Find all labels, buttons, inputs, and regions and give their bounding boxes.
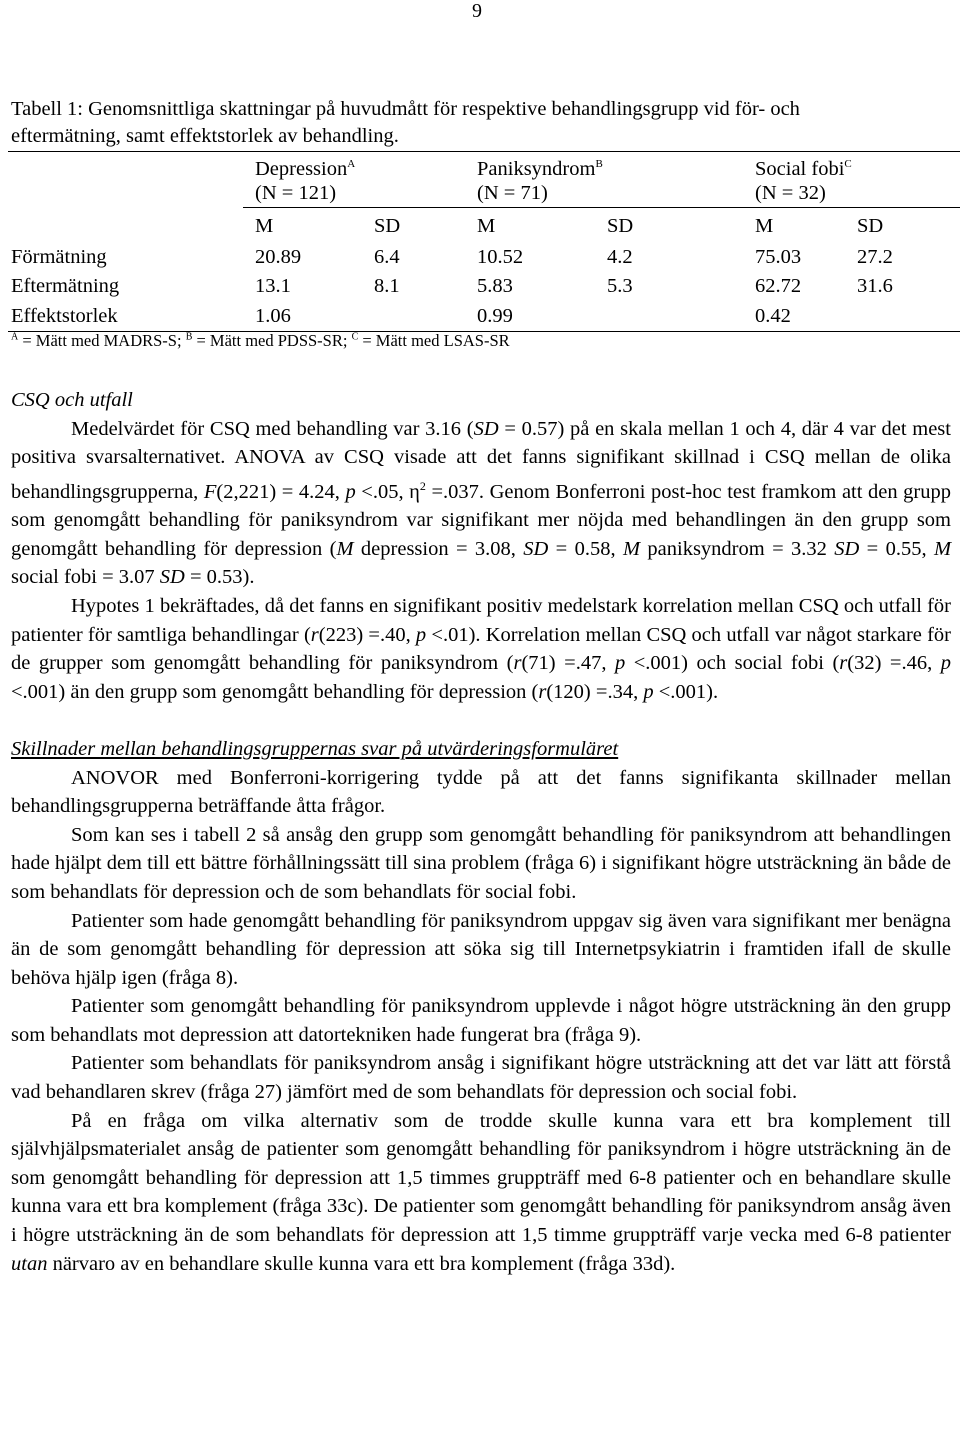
paragraph: Medelvärdet för CSQ med behandling var 3.16 (SD = 0.57) på en skala mellan 1 och 4, där 4 var det mest positiva svarsalternativet. ANOVA av CSQ visade att det fanns signifikant skillnad i CSQ mellan de olika behandlingsgrupperna, F(2,221) = 4.24, p <.05, $\eta^2 =.037$. Genom Bonferroni post-hoc test framkom att den grupp som genomgått behandling för paniksyndrom var signifikant mer nöjda med behandlingen än den grupp som genomgått behandling för depression (M depression = 3.08, SD = 0.58, M paniksyndrom = 3.32 SD = 0.55, M social fobi = 3.07 SD = 0.53). — [11, 417, 952, 589]
table-cell: 75.03 — [755, 246, 802, 268]
table-footnote: $^A$ = Mätt med MADRS-S; $^B$ = Mätt med PDSS-SR; $^C$ = Mätt med LSAS-SR — [11, 331, 510, 350]
paragraph: Patienter som genomgått behandling för paniksyndrom upplevde i något högre utsträckning än den grupp som behandlats mot depression att datortekniken hade fungerat bra (fråga 9). — [11, 995, 951, 1046]
table-cell: 10.52 — [477, 246, 524, 268]
page-number: 9 — [472, 0, 482, 22]
table-cell: 31.6 — [857, 275, 893, 297]
table-cell: 27.2 — [857, 246, 893, 268]
table-cell: 13.1 — [255, 275, 291, 297]
paragraph: Som kan ses i tabell 2 så ansåg den grupp som genomgått behandling för paniksyndrom att behandlingen hade hjälpt dem till ett bättre förhållningssätt till sina problem (fråga 6) i signifikant högre utsträckning än både de som behandlats för depression och de som behandlats för social fobi. — [11, 823, 951, 903]
section-heading-skillnader: Skillnader mellan behandlingsgruppernas svar på utvärderingsformuläret — [11, 737, 619, 760]
table-header-rule — [243, 207, 960, 208]
group-header-depression: Depression$^A$ — [255, 157, 356, 180]
table-cell: 20.89 — [255, 246, 302, 268]
group-n-paniksyndrom: (N = 71) — [477, 182, 548, 204]
table-cell: 0.42 — [755, 305, 791, 327]
row-label-effektstorlek: Effektstorlek — [11, 305, 118, 327]
table-cell: 0.99 — [477, 305, 513, 327]
table-cell: 1.06 — [255, 305, 291, 327]
caption-line-2: eftermätning, samt effektstorlek av behandling. — [11, 125, 399, 147]
subheader-sd-2: SD — [607, 215, 634, 237]
paragraph: Hypotes 1 bekräftades, då det fanns en signifikant positiv medelstark korrelation mellan CSQ och utfall för patienter för samtliga behandlingar (r(223) =.40, p <.01). Korrelation mellan CSQ och utfall var något starkare för de grupper som genomgått behandling för paniksyndrom (r(71) =.47, p <.001) och social fobi (r(32) =.46, p <.001) än den grupp som genomgått behandling för depression (r(120) =.34, p <.001). — [11, 594, 951, 703]
row-label-eftermatning: Eftermätning — [11, 275, 120, 297]
table-cell: 62.72 — [755, 275, 802, 297]
subheader-m-3: M — [755, 215, 774, 237]
table-cell: 4.2 — [607, 246, 633, 268]
table-caption — [11, 96, 951, 150]
subheader-m-2: M — [477, 215, 496, 237]
subheader-sd-3: SD — [857, 215, 884, 237]
row-label-formatning: Förmätning — [11, 246, 107, 268]
paragraph: ANOVOR med Bonferroni-korrigering tydde på att det fanns signifikanta skillnader mellan behandlingsgrupperna beträffande åtta frågor. — [11, 766, 951, 818]
group-n-depression: (N = 121) — [255, 182, 337, 204]
paragraph: Patienter som hade genomgått behandling för paniksyndrom uppgav sig även vara signifikant mer benägna än de som genomgått behandling för depression att söka sig till Internetpsykiatrin i framtiden ifall de skulle behöva hjälp igen (fråga 8). — [11, 909, 951, 989]
subheader-m-1: M — [255, 215, 274, 237]
table-cell: 5.83 — [477, 275, 513, 297]
paragraph: På en fråga om vilka alternativ som de trodde skulle kunna vara ett bra komplement till självhjälpsmaterialet ansåg de patienter som genomgått behandling för paniksyndrom i högre utsträckning än de som genomgått behandling för depression att 1,5 timmes gruppträff med 6-8 patienter och en behandlare skulle kunna vara ett bra komplement (fråga 33c). De patienter som genomgått behandling för paniksyndrom ansåg även i högre utsträckning än de som behandlats för depression att 1,5 timme gruppträff varje vecka med 6-8 patienter utan närvaro av en behandlare skulle kunna vara ett bra komplement (fråga 33d). — [11, 1109, 951, 1275]
subheader-sd-1: SD — [374, 215, 401, 237]
caption-line-1: Tabell 1: Genomsnittliga skattningar på huvudmått för respektive behandlingsgrupp vid för- och — [11, 98, 800, 120]
section-heading-csq: CSQ och utfall — [11, 389, 133, 411]
paragraph: Patienter som behandlats för paniksyndrom ansåg i signifikant högre utsträckning att det var lätt att förstå vad behandlaren skrev (fråga 27) jämfört med de som behandlats för depression och social fobi. — [11, 1052, 951, 1104]
group-header-social-fobi: Social fobi$^C$ — [755, 157, 852, 180]
group-header-paniksyndrom: Paniksyndrom$^B$ — [477, 157, 603, 180]
table-cell: 5.3 — [607, 275, 633, 297]
table-cell: 8.1 — [374, 275, 400, 297]
group-n-social-fobi: (N = 32) — [755, 182, 826, 204]
body-text — [11, 386, 951, 1278]
table-cell: 6.4 — [374, 246, 400, 268]
